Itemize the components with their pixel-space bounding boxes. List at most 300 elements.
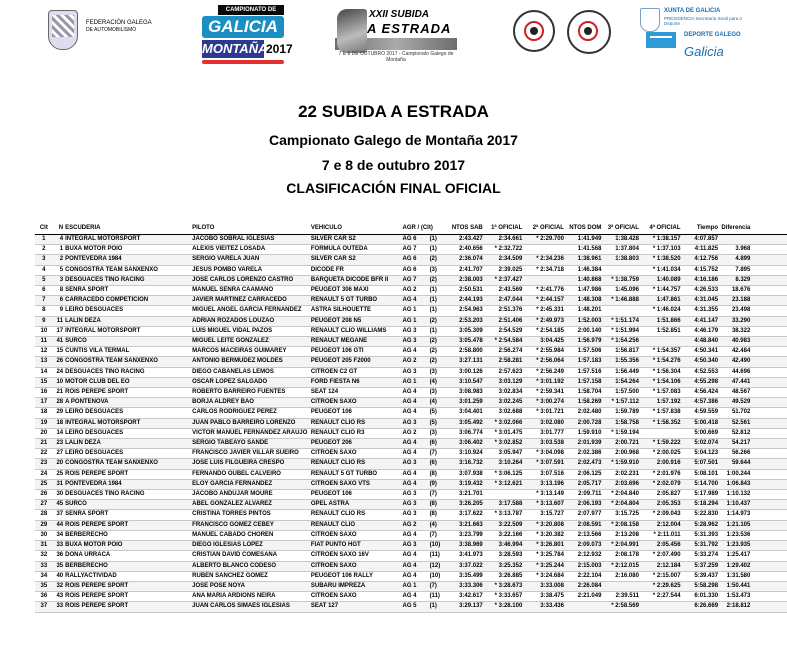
row-spacer bbox=[751, 286, 787, 296]
cell-escuderia: ROIS PEREPE SPORT bbox=[65, 521, 129, 528]
table-row bbox=[35, 235, 787, 245]
cell-agr: AG 4 bbox=[402, 593, 417, 600]
cell-escuderia: CUNTIS VILA TERMAL bbox=[65, 348, 130, 355]
row-spacer bbox=[751, 296, 787, 306]
cell-agr: AG 3 bbox=[402, 460, 417, 467]
cell-agr-clt: (9) bbox=[429, 480, 437, 487]
cell-clt: 32 bbox=[40, 552, 48, 559]
table-row bbox=[35, 337, 787, 347]
cell-1-oficial: 2:51.406 bbox=[498, 317, 523, 324]
cell-1-oficial: 2:57.623 bbox=[498, 368, 523, 375]
col-tiempo: Tiempo bbox=[696, 225, 719, 231]
cell-n: 25 bbox=[56, 470, 64, 477]
cell-2-oficial: * 2:56.249 bbox=[536, 368, 564, 375]
cell-n: 29 bbox=[56, 409, 64, 416]
cell-vehiculo: PEUGEOT 106 RALLY bbox=[310, 572, 374, 579]
cell-clt: 36 bbox=[40, 593, 48, 600]
cell-n: 30 bbox=[56, 491, 64, 498]
cell-piloto: DIEGO CABANELAS LEMOS bbox=[192, 368, 274, 375]
cell-diferencia: 1:53.473 bbox=[726, 593, 751, 600]
cell-2-oficial: * 2:54.185 bbox=[536, 327, 564, 334]
cell-2-oficial: * 2:49.973 bbox=[536, 317, 564, 324]
cell-n: 31 bbox=[56, 480, 64, 487]
cell-diferencia: 1:23.536 bbox=[726, 531, 751, 538]
cell-4-oficial: 1:47.861 bbox=[656, 297, 681, 304]
cell-n: 18 bbox=[56, 419, 64, 426]
cell-2-oficial: 3:33.436 bbox=[540, 603, 564, 610]
race-car-icon bbox=[337, 9, 367, 53]
cell-4-oficial: * 2:01.976 bbox=[652, 470, 681, 477]
cell-clt: 16 bbox=[40, 389, 48, 396]
cell-2-oficial: * 3:24.684 bbox=[536, 572, 564, 579]
cell-tiempo: 5:39.437 bbox=[694, 572, 719, 579]
cell-tiempo: 5:08.101 bbox=[694, 470, 719, 477]
cell-diferencia: 1:23.935 bbox=[726, 542, 751, 549]
cell-agr: AG 2 bbox=[402, 521, 417, 528]
cell-3-oficial: * 1:46.888 bbox=[611, 297, 639, 304]
cell-4-oficial: * 1:54.276 bbox=[652, 358, 681, 365]
cell-agr-clt: (1) bbox=[429, 297, 437, 304]
cell-tiempo: 4:15.752 bbox=[694, 266, 719, 273]
cell-agr-clt: (1) bbox=[429, 287, 437, 294]
cell-ntos-sab: 3:01.259 bbox=[459, 399, 483, 406]
cell-diferencia: 1:10.437 bbox=[726, 501, 751, 508]
cell-3-oficial: 3:15.725 bbox=[615, 511, 639, 518]
cell-ntos-sab: 3:10.924 bbox=[459, 450, 483, 457]
cell-piloto: ADRIAN ROZADOS LOUZAO bbox=[192, 317, 275, 324]
cell-n: 35 bbox=[56, 562, 64, 569]
cell-agr-clt: (4) bbox=[429, 399, 437, 406]
cell-piloto: JACOBO ANDUJAR MOURE bbox=[192, 491, 273, 498]
cell-3-oficial: 1:38.803 bbox=[615, 256, 639, 263]
cell-ntos-sab: 2:41.707 bbox=[459, 266, 483, 273]
cell-4-oficial: 1:52.851 bbox=[656, 327, 681, 334]
cell-escuderia: RALLYACTIVIDAD bbox=[65, 572, 117, 579]
cell-3-oficial: * 1:59.910 bbox=[611, 460, 639, 467]
col-piloto: PILOTO bbox=[192, 225, 215, 231]
cell-ntos-sab: 3:00.126 bbox=[459, 368, 483, 375]
cell-ntos-sab: 3:19.432 bbox=[459, 480, 483, 487]
cell-escuderia: DESGUACES TINO RACING bbox=[65, 368, 145, 375]
cell-n: 24 bbox=[56, 368, 64, 375]
cell-vehiculo: SILVER CAR S2 bbox=[310, 236, 356, 242]
cell-agr-clt: (1) bbox=[429, 307, 437, 314]
cell-3-oficial: * 2:12.015 bbox=[611, 562, 639, 569]
cell-piloto: FRANCISCO JAVIER VILLAR SUEIRO bbox=[192, 450, 299, 457]
cell-clt: 22 bbox=[40, 450, 48, 457]
cell-agr: AG 4 bbox=[402, 389, 417, 396]
cell-agr: AG 4 bbox=[402, 572, 417, 579]
cell-vehiculo: CITROEN SAXO bbox=[310, 562, 357, 569]
cell-piloto: JUAN PABLO BARREIRO LORENZO bbox=[192, 419, 296, 426]
cell-ntos-sab: 3:06.402 bbox=[459, 440, 483, 447]
club-seal-icon bbox=[567, 10, 611, 54]
cell-tiempo: 5:04.123 bbox=[694, 450, 719, 457]
cell-agr: AG 2 bbox=[402, 358, 417, 365]
xunta-shield-icon bbox=[640, 8, 660, 32]
cell-tiempo: 4:07.857 bbox=[694, 236, 719, 242]
cell-piloto: VICTOR MANUEL FERNANDEZ ARAUJO bbox=[192, 429, 308, 436]
cell-clt: 30 bbox=[40, 531, 48, 538]
table-row bbox=[35, 245, 787, 255]
cell-agr: AG 4 bbox=[402, 552, 417, 559]
cell-1-oficial: 2:54.529 bbox=[498, 327, 523, 334]
cell-diferencia: 23.188 bbox=[731, 297, 751, 304]
row-spacer bbox=[751, 347, 787, 357]
cell-tiempo: 4:41.147 bbox=[694, 317, 719, 324]
cell-agr: AG 3 bbox=[402, 542, 417, 549]
row-spacer bbox=[751, 388, 787, 398]
cell-3-oficial: 1:57.500 bbox=[615, 389, 639, 396]
cell-escuderia: CARRACEDO COMPETICION bbox=[65, 297, 149, 304]
cell-agr-clt: (2) bbox=[429, 317, 437, 324]
cell-1-oficial: 2:39.025 bbox=[498, 266, 523, 273]
results-table bbox=[35, 223, 787, 613]
cell-1-oficial: 3:22.166 bbox=[498, 531, 523, 538]
cell-n: 32 bbox=[56, 582, 64, 589]
cell-agr: AG 3 bbox=[402, 511, 417, 518]
row-spacer bbox=[751, 581, 787, 591]
cell-2-oficial: * 3:01.192 bbox=[536, 378, 564, 385]
cell-agr-clt: (8) bbox=[429, 511, 437, 518]
cell-agr-clt: (10) bbox=[429, 542, 441, 549]
table-row bbox=[35, 326, 787, 336]
cell-vehiculo: OPEL ASTRA bbox=[310, 501, 350, 508]
cell-ntos-sab: 3:16.732 bbox=[459, 460, 483, 467]
table-row bbox=[35, 357, 787, 367]
cell-tiempo: 6:01.330 bbox=[694, 593, 719, 600]
cell-piloto: FRANCISCO GÓMEZ CEBEY bbox=[192, 521, 274, 528]
xunta-line2: PRESIDENCIA Secretaría Xeral para o Deporte bbox=[664, 16, 743, 26]
cell-vehiculo: CITROEN SAXO bbox=[310, 593, 357, 600]
cell-escuderia: PONTEVEDRA 1984 bbox=[65, 256, 122, 263]
cell-escuderia: ROIS PEREPE SPORT bbox=[65, 470, 129, 477]
cell-n: 20 bbox=[56, 460, 64, 467]
cell-n: 45 bbox=[56, 501, 64, 508]
cell-diferencia: 7.895 bbox=[735, 266, 751, 273]
row-spacer bbox=[751, 561, 787, 571]
cell-vehiculo: PEUGEOT 208 N5 bbox=[310, 317, 362, 324]
cell-ntos-sab: 2:50.531 bbox=[459, 287, 483, 294]
cell-clt: 11 bbox=[40, 338, 48, 345]
col-3-oficial: 3ª OFICIAL bbox=[607, 225, 639, 231]
cell-escuderia: ROIS PEREPE SPORT bbox=[65, 389, 129, 396]
table-row bbox=[35, 541, 787, 551]
cell-tiempo: 4:31.045 bbox=[694, 297, 719, 304]
cell-agr-clt: (2) bbox=[429, 256, 437, 263]
cell-vehiculo: BARQUETA DICODE BFR II bbox=[310, 276, 389, 283]
cell-vehiculo: SEAT 124 bbox=[310, 389, 339, 396]
cell-vehiculo: PEUGEOT 205 F2000 bbox=[310, 358, 371, 365]
cell-3-oficial: 1:56.449 bbox=[615, 368, 639, 375]
col-vehiculo: VEHICULO bbox=[310, 225, 342, 231]
cell-diferencia: 1:31.580 bbox=[726, 572, 751, 579]
cell-agr-clt: (11) bbox=[429, 552, 440, 559]
cell-n: 8 bbox=[59, 287, 64, 294]
cell-agr: AG 4 bbox=[402, 480, 417, 487]
cell-ntos-sab: 2:53.203 bbox=[459, 317, 483, 324]
cell-vehiculo: RENAULT CLIO RS bbox=[310, 460, 366, 467]
cell-escuderia: BERBERECHO bbox=[65, 562, 108, 569]
cell-tiempo: 4:16.186 bbox=[694, 276, 719, 283]
cell-ntos-dom: 2:02.386 bbox=[577, 450, 602, 457]
cell-diferencia: 33.290 bbox=[731, 317, 751, 324]
cell-1-oficial: 3:03.129 bbox=[498, 378, 523, 385]
cell-1-oficial: * 3:13.787 bbox=[494, 511, 523, 518]
municipal-seal-icon bbox=[513, 10, 555, 52]
cell-escuderia: CONGOSTRA TEAM SANXENXO bbox=[65, 358, 158, 365]
cell-clt: 4 bbox=[42, 266, 46, 273]
cell-clt: 26 bbox=[40, 491, 48, 498]
row-spacer bbox=[751, 541, 787, 551]
cell-ntos-sab: 3:04.401 bbox=[459, 409, 483, 416]
cell-3-oficial: * 1:57.112 bbox=[611, 399, 639, 406]
cell-vehiculo: RENAULT CLIO RS bbox=[310, 419, 366, 426]
cell-ntos-sab: 3:21.701 bbox=[459, 491, 483, 498]
cgm-galicia: GALICIA bbox=[202, 16, 284, 38]
cell-agr-clt: (1) bbox=[429, 246, 437, 253]
cell-agr: AG 4 bbox=[402, 297, 417, 304]
row-spacer bbox=[751, 337, 787, 347]
col-ntos-sab: NTOS SAB bbox=[451, 225, 483, 231]
table-row bbox=[35, 275, 787, 285]
cell-agr-clt: (6) bbox=[429, 460, 437, 467]
cell-4-oficial: * 1:38.157 bbox=[652, 236, 681, 242]
table-row bbox=[35, 510, 787, 520]
row-spacer bbox=[751, 459, 787, 469]
cgm-montana: MONTAÑA bbox=[202, 41, 268, 56]
xunta-logo bbox=[640, 6, 760, 62]
cell-piloto: FERNANDO OUBEL CALVEIRO bbox=[192, 470, 281, 477]
row-spacer bbox=[751, 469, 787, 479]
cell-3-oficial: * 1:51.174 bbox=[611, 317, 639, 324]
cell-vehiculo: DICODE FR bbox=[310, 266, 344, 273]
cell-4-oficial: * 1:54.357 bbox=[652, 348, 681, 355]
cell-4-oficial: * 2:27.544 bbox=[652, 593, 681, 600]
table-row bbox=[35, 592, 787, 602]
cell-ntos-sab: 3:06.774 bbox=[459, 429, 483, 436]
row-spacer bbox=[751, 439, 787, 449]
cell-agr-clt: (7) bbox=[429, 582, 437, 589]
table-row bbox=[35, 316, 787, 326]
col-diferencia: Diferencia bbox=[721, 225, 751, 231]
cell-vehiculo: RENAULT 5 GT TURBO bbox=[310, 470, 378, 477]
cell-1-oficial: 3:26.885 bbox=[498, 572, 523, 579]
cell-3-oficial: 2:13.208 bbox=[615, 531, 639, 538]
col-n: N bbox=[58, 225, 64, 231]
cell-n: 34 bbox=[56, 531, 64, 538]
deporte-icon bbox=[646, 32, 676, 48]
cell-agr: AG 4 bbox=[402, 399, 417, 406]
cell-diferencia: 3.968 bbox=[735, 246, 751, 253]
cell-piloto: JOSE POSE NOYA bbox=[192, 582, 245, 589]
cell-4-oficial: 2:05.353 bbox=[656, 501, 681, 508]
row-spacer bbox=[751, 592, 787, 602]
cell-tiempo: 4:50.341 bbox=[694, 348, 719, 355]
cell-4-oficial: * 2:00.025 bbox=[652, 450, 681, 457]
cell-3-oficial: * 1:59.194 bbox=[611, 429, 639, 436]
cell-1-oficial: 3:28.593 bbox=[498, 552, 523, 559]
cell-diferencia: 1:29.402 bbox=[726, 562, 751, 569]
cell-3-oficial: 1:45.096 bbox=[615, 287, 639, 294]
cell-agr-clt: (3) bbox=[429, 266, 437, 273]
cell-clt: 1 bbox=[42, 236, 46, 242]
cell-agr: AG 4 bbox=[402, 440, 417, 447]
cell-3-oficial: 2:08.178 bbox=[615, 552, 639, 559]
col-4-oficial: 4ª OFICIAL bbox=[649, 225, 681, 231]
cell-diferencia: 44.696 bbox=[731, 368, 751, 375]
cell-clt: 28 bbox=[40, 511, 48, 518]
cell-clt: 7 bbox=[42, 297, 46, 304]
cell-escuderia: MOTOR CLUB DEL EO bbox=[65, 378, 130, 385]
cell-vehiculo: CITROEN SAXO bbox=[310, 531, 357, 538]
cell-1-oficial: * 2:32.722 bbox=[494, 246, 523, 253]
cell-agr: AG 4 bbox=[402, 531, 417, 538]
cell-ntos-sab: 2:58.800 bbox=[459, 348, 483, 355]
cell-4-oficial: 1:40.089 bbox=[656, 276, 681, 283]
cell-ntos-sab: 3:42.617 bbox=[459, 593, 483, 600]
cell-2-oficial: * 2:56.064 bbox=[536, 358, 564, 365]
cell-1-oficial: 3:02.834 bbox=[498, 389, 523, 396]
cell-4-oficial: 1:57.192 bbox=[656, 399, 681, 406]
cell-escuderia: ROIS PEREPE SPORT bbox=[65, 603, 129, 610]
cell-piloto: JAVIER MARTINEZ CARRACEDO bbox=[192, 297, 287, 304]
cell-2-oficial: * 3:25.784 bbox=[536, 552, 564, 559]
cell-ntos-dom: 1:57.516 bbox=[577, 368, 602, 375]
cell-3-oficial: * 1:51.994 bbox=[611, 327, 639, 334]
cell-ntos-dom: 2:06.193 bbox=[577, 501, 602, 508]
cell-1-oficial: 3:02.688 bbox=[498, 409, 523, 416]
cell-clt: 23 bbox=[40, 460, 48, 467]
cell-agr: AG 1 bbox=[402, 582, 417, 589]
cell-agr-clt: (8) bbox=[429, 470, 437, 477]
cell-2-oficial: 3:01.777 bbox=[540, 429, 564, 436]
cell-2-oficial: * 2:34.236 bbox=[536, 256, 564, 263]
cell-agr-clt: (7) bbox=[429, 450, 437, 457]
row-spacer bbox=[751, 408, 787, 418]
cell-escuderia: PONTEVEDRA 1984 bbox=[65, 480, 122, 487]
cell-1-oficial: 2:51.376 bbox=[498, 307, 523, 314]
cell-n: 3 bbox=[59, 276, 64, 283]
cell-tiempo: 5:31.792 bbox=[694, 542, 719, 549]
cell-2-oficial: 3:33.008 bbox=[540, 582, 564, 589]
row-spacer bbox=[751, 418, 787, 428]
cell-agr: AG 1 bbox=[402, 378, 417, 385]
table-row bbox=[35, 377, 787, 387]
cell-vehiculo: SEAT 127 bbox=[310, 603, 339, 610]
cell-4-oficial: * 1:58.352 bbox=[652, 419, 681, 426]
cell-4-oficial bbox=[640, 602, 682, 612]
row-spacer bbox=[751, 255, 787, 265]
table-row bbox=[35, 286, 787, 296]
cell-diferencia: 51.702 bbox=[731, 409, 751, 416]
cell-tiempo: 5:58.298 bbox=[694, 582, 719, 589]
cell-ntos-sab: 3:27.131 bbox=[459, 358, 483, 365]
cell-vehiculo: CITROEN C2 GT bbox=[310, 368, 358, 375]
cell-escuderia: SENRA SPORT bbox=[65, 287, 109, 294]
cell-4-oficial: * 2:07.490 bbox=[652, 552, 681, 559]
cell-tiempo: 5:31.393 bbox=[694, 531, 719, 538]
cell-ntos-dom: 1:48.308 bbox=[577, 297, 602, 304]
event-title: 22 SUBIDA A ESTRADA bbox=[298, 102, 489, 121]
cell-agr: AG 6 bbox=[402, 256, 417, 263]
cgm-year: 2017 bbox=[266, 42, 293, 56]
cell-agr-clt: (7) bbox=[429, 531, 437, 538]
cell-clt: 21 bbox=[40, 440, 48, 447]
cell-clt: 18 bbox=[40, 409, 48, 416]
table-row bbox=[35, 439, 787, 449]
cell-ntos-dom: 2:12.932 bbox=[577, 552, 602, 559]
cell-agr: AG 5 bbox=[402, 603, 417, 610]
cell-ntos-dom: 1:57.158 bbox=[577, 378, 602, 385]
cell-ntos-dom: 1:59.910 bbox=[577, 429, 602, 436]
cell-n: 37 bbox=[56, 511, 64, 518]
cell-2-oficial: 3:04.425 bbox=[540, 338, 564, 345]
campionato-montana-logo bbox=[196, 2, 296, 66]
cell-tiempo: 4:52.553 bbox=[694, 368, 719, 375]
cell-2-oficial: 3:13.196 bbox=[540, 480, 564, 487]
cell-escuderia: INTEGRAL MOTORSPORT bbox=[65, 236, 141, 242]
cell-agr: AG 4 bbox=[402, 450, 417, 457]
cell-1-oficial: * 3:01.475 bbox=[494, 429, 523, 436]
cell-4-oficial: * 1:56.304 bbox=[652, 368, 681, 375]
cell-3-oficial: 2:00.721 bbox=[615, 440, 639, 447]
xunta-galicia: Galicia bbox=[684, 44, 724, 59]
cell-clt: 19 bbox=[40, 419, 48, 426]
cell-agr-clt: (11) bbox=[429, 593, 440, 600]
cell-1-oficial: * 3:28.100 bbox=[494, 603, 523, 610]
table-row bbox=[35, 490, 787, 500]
cell-clt: 17 bbox=[40, 399, 48, 406]
cell-agr: AG 3 bbox=[402, 327, 417, 334]
cell-vehiculo: RENAULT CLIO bbox=[310, 521, 356, 528]
cell-4-oficial: * 1:54.106 bbox=[652, 378, 681, 385]
cell-piloto: SERGIO TABEAYO SANDE bbox=[192, 440, 269, 447]
cell-clt: 24 bbox=[40, 470, 48, 477]
table-row bbox=[35, 561, 787, 571]
cell-agr-clt: (1) bbox=[429, 236, 437, 242]
cell-tiempo: 4:59.559 bbox=[694, 409, 719, 416]
cell-piloto: ELOY GARCIA FERNANDEZ bbox=[192, 480, 273, 487]
cell-clt: 15 bbox=[40, 378, 48, 385]
cell-n: 21 bbox=[56, 389, 64, 396]
cell-tiempo: 4:57.386 bbox=[694, 399, 719, 406]
cell-agr: AG 1 bbox=[402, 317, 417, 324]
cell-escuderia: ROIS PEREPE SPORT bbox=[65, 582, 129, 589]
cell-vehiculo: CITROEN SAXO 16V bbox=[310, 552, 369, 559]
cell-4-oficial: * 2:29.625 bbox=[652, 582, 681, 589]
cell-escuderia: LALIN DEZA bbox=[65, 317, 101, 324]
cell-ntos-sab: 3:38.969 bbox=[459, 542, 483, 549]
row-spacer bbox=[751, 530, 787, 540]
cell-3-oficial: 1:37.804 bbox=[615, 246, 639, 253]
table-header-row bbox=[35, 223, 787, 235]
cell-diferencia: 1:00.244 bbox=[726, 470, 751, 477]
cell-agr-clt: (2) bbox=[429, 358, 437, 365]
cell-2-oficial: * 3:26.801 bbox=[536, 542, 564, 549]
cell-agr: AG 3 bbox=[402, 419, 417, 426]
cell-piloto: DIEGO IGLESIAS LOPEZ bbox=[192, 542, 263, 549]
cell-escuderia: DESGUACES TINO RACING bbox=[65, 276, 145, 283]
cell-ntos-dom: 2:00.728 bbox=[577, 419, 602, 426]
cell-clt: 29 bbox=[40, 521, 48, 528]
cell-4-oficial: * 1:57.838 bbox=[652, 409, 681, 416]
cell-2-oficial: * 3:13.607 bbox=[536, 501, 564, 508]
cell-2-oficial: * 2:29.700 bbox=[536, 236, 564, 242]
cell-4-oficial: * 2:11.011 bbox=[653, 531, 681, 538]
cell-4-oficial: * 2:09.043 bbox=[652, 511, 681, 518]
subida-line3: 7 E 8 DE OUTUBRO 2017 - Campionato Galego de Montaña bbox=[338, 51, 454, 63]
